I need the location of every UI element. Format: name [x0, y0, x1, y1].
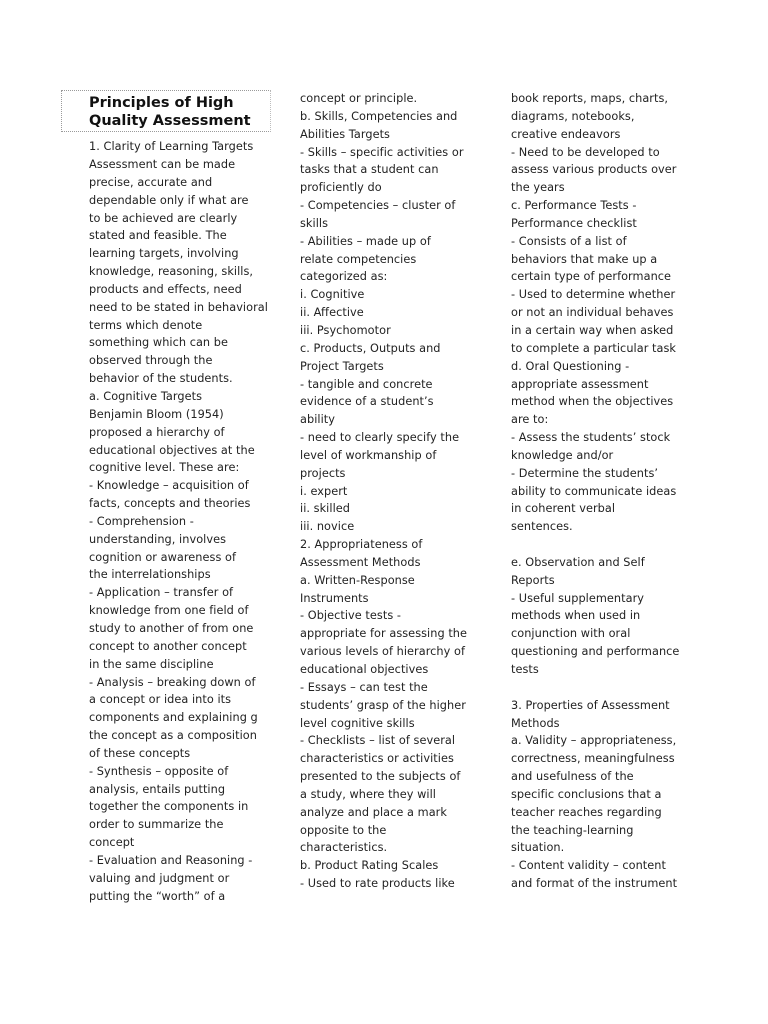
text-line: various levels of hierarchy of: [300, 645, 466, 659]
text-line: to be achieved are clearly: [89, 211, 238, 225]
text-line: evidence of a student’s: [300, 395, 434, 409]
text-line: Project Targets: [300, 359, 384, 373]
text-line: 2. Appropriateness of: [300, 538, 423, 552]
text-line: cognitive level. These are:: [89, 461, 240, 475]
text-line: concept: [89, 836, 135, 850]
text-line: are to:: [511, 413, 549, 427]
text-line: - Competencies – cluster of: [300, 199, 456, 213]
text-line: - Abilities – made up of: [300, 234, 431, 248]
text-line: terms which denote: [89, 318, 203, 332]
text-line: creative endeavors: [511, 127, 621, 141]
text-line: - tangible and concrete: [300, 377, 433, 391]
text-line: - Essays – can test the: [300, 680, 428, 694]
text-line: or not an individual behaves: [511, 306, 674, 320]
text-line: - Assess the students’ stock: [511, 431, 671, 445]
text-line: concept or principle.: [300, 92, 418, 105]
text-line: projects: [300, 466, 346, 480]
text-line: tests: [511, 663, 539, 676]
text-line: dependable only if what are: [89, 193, 249, 207]
text-line: situation.: [511, 841, 565, 855]
text-line: learning targets, involving: [89, 247, 239, 261]
text-line: conjunction with oral: [511, 627, 631, 641]
text-line: c. Performance Tests -: [511, 199, 637, 213]
text-line: characteristics.: [300, 841, 388, 855]
text-line: - Objective tests -: [300, 609, 402, 623]
text-line: behaviors that make up a: [511, 252, 658, 266]
text-line: ii. Affective: [300, 306, 364, 320]
text-line: together the components in: [89, 800, 249, 814]
text-line: Assessment Methods: [300, 555, 421, 569]
text-line: educational objectives at the: [89, 443, 255, 457]
text-line: diagrams, notebooks,: [511, 109, 635, 123]
text-line: - Comprehension -: [89, 514, 194, 528]
text-line: something which can be: [89, 336, 229, 350]
text-line: i. Cognitive: [300, 288, 365, 302]
paragraph-gap: [511, 679, 691, 697]
text-line: - Content validity – content: [511, 859, 666, 873]
text-line: Performance checklist: [511, 216, 637, 230]
text-line: - need to clearly specify the: [300, 431, 460, 445]
text-line: components and explaining g: [89, 711, 258, 725]
text-line: proficiently do: [300, 181, 382, 195]
text-line: a. Written-Response: [300, 573, 415, 587]
text-line: - Used to determine whether: [511, 288, 676, 302]
text-line: valuing and judgment or: [89, 871, 230, 885]
text-line: - Useful supplementary: [511, 591, 645, 605]
text-line: characteristics or activities: [300, 752, 454, 766]
text-line: - Need to be developed to: [511, 145, 660, 159]
text-line: need to be stated in behavioral: [89, 300, 268, 314]
text-line: in a certain way when asked: [511, 323, 674, 337]
text-line: tasks that a student can: [300, 163, 439, 177]
text-line: putting the “worth” of a: [89, 889, 226, 903]
text-column-2: [300, 90, 480, 893]
text-line: and format of the instrument: [511, 877, 678, 891]
text-line: opposite to the: [300, 823, 387, 837]
text-line: 3. Properties of Assessment: [511, 698, 670, 712]
title-line: Principles of High: [89, 95, 234, 111]
paragraph-gap: [511, 536, 691, 554]
text-line: level cognitive skills: [300, 716, 415, 730]
text-line: sentences.: [511, 520, 573, 534]
text-line: specific conclusions that a: [511, 787, 662, 801]
text-line: the teaching-learning: [511, 823, 634, 837]
text-line: methods when used in: [511, 609, 641, 623]
text-line: e. Observation and Self: [511, 555, 645, 569]
text-line: Instruments: [300, 591, 369, 605]
text-line: concept to another concept: [89, 639, 247, 653]
text-line: analysis, entails putting: [89, 782, 226, 796]
text-line: - Analysis – breaking down of: [89, 675, 256, 689]
text-line: i. expert: [300, 484, 348, 498]
text-line: a study, where they will: [300, 787, 436, 801]
text-line: assess various products over: [511, 163, 677, 177]
text-line: products and effects, need: [89, 282, 242, 296]
text-line: order to summarize the: [89, 818, 224, 832]
text-line: cognition or awareness of: [89, 550, 237, 564]
text-line: the years: [511, 181, 565, 195]
text-line: in coherent verbal: [511, 502, 616, 516]
text-line: ability to communicate ideas: [511, 484, 677, 498]
text-line: stated and feasible. The: [89, 229, 227, 243]
text-line: certain type of performance: [511, 270, 672, 284]
text-line: questioning and performance: [511, 645, 680, 659]
text-line: facts, concepts and theories: [89, 497, 251, 511]
text-line: a. Validity – appropriateness,: [511, 734, 677, 748]
text-line: b. Skills, Competencies and: [300, 109, 458, 123]
text-line: - Synthesis – opposite of: [89, 764, 229, 778]
text-line: - Checklists – list of several: [300, 734, 456, 748]
text-line: to complete a particular task: [511, 341, 677, 355]
text-line: - Consists of a list of: [511, 234, 627, 248]
text-line: the interrelationships: [89, 568, 211, 582]
text-line: observed through the: [89, 354, 213, 368]
text-line: iii. novice: [300, 520, 355, 534]
text-line: appropriate assessment: [511, 377, 649, 391]
text-line: knowledge from one field of: [89, 604, 249, 618]
text-line: knowledge, reasoning, skills,: [89, 265, 254, 279]
text-line: understanding, involves: [89, 532, 227, 546]
text-line: the concept as a composition: [89, 729, 257, 743]
text-line: Benjamin Bloom (1954): [89, 407, 224, 421]
text-line: a. Cognitive Targets: [89, 390, 203, 403]
text-line: - Skills – specific activities or: [300, 145, 464, 159]
text-line: in the same discipline: [89, 657, 214, 671]
text-line: students’ grasp of the higher: [300, 698, 466, 712]
text-line: analyze and place a mark: [300, 805, 447, 819]
text-line: ability: [300, 413, 335, 427]
text-line: - Used to rate products like: [300, 877, 455, 891]
text-line: presented to the subjects of: [300, 770, 461, 784]
text-line: a concept or idea into its: [89, 693, 232, 707]
text-line: - Knowledge – acquisition of: [89, 479, 249, 493]
text-line: c. Products, Outputs and: [300, 341, 441, 355]
text-line: proposed a hierarchy of: [89, 425, 225, 439]
text-column-3: [511, 90, 691, 893]
text-line: book reports, maps, charts,: [511, 92, 669, 105]
text-column-1: [89, 90, 269, 905]
text-line: behavior of the students.: [89, 372, 233, 386]
text-line: teacher reaches regarding: [511, 805, 662, 819]
text-line: - Application – transfer of: [89, 586, 234, 600]
text-line: and usefulness of the: [511, 770, 634, 784]
text-line: iii. Psychomotor: [300, 323, 391, 337]
text-line: precise, accurate and: [89, 175, 213, 189]
text-line: level of workmanship of: [300, 448, 437, 462]
text-line: ii. skilled: [300, 502, 350, 516]
text-line: skills: [300, 216, 329, 230]
text-line: correctness, meaningfulness: [511, 752, 675, 766]
text-line: educational objectives: [300, 663, 429, 676]
text-line: b. Product Rating Scales: [300, 859, 439, 873]
text-line: Methods: [511, 716, 560, 730]
text-line: - Evaluation and Reasoning -: [89, 853, 253, 867]
text-line: Reports: [511, 573, 555, 587]
title-line: Quality Assessment: [89, 113, 251, 129]
text-line: method when the objectives: [511, 395, 674, 409]
text-line: relate competencies: [300, 252, 417, 266]
text-line: d. Oral Questioning -: [511, 359, 630, 373]
text-line: - Determine the students’: [511, 466, 659, 480]
text-line: 1. Clarity of Learning Targets: [89, 140, 254, 154]
text-line: knowledge and/or: [511, 448, 614, 462]
text-line: Abilities Targets: [300, 127, 390, 141]
text-line: Assessment can be made: [89, 158, 236, 172]
text-line: categorized as:: [300, 270, 388, 284]
text-line: study to another of from one: [89, 621, 254, 635]
text-line: appropriate for assessing the: [300, 627, 468, 641]
text-line: of these concepts: [89, 746, 191, 760]
